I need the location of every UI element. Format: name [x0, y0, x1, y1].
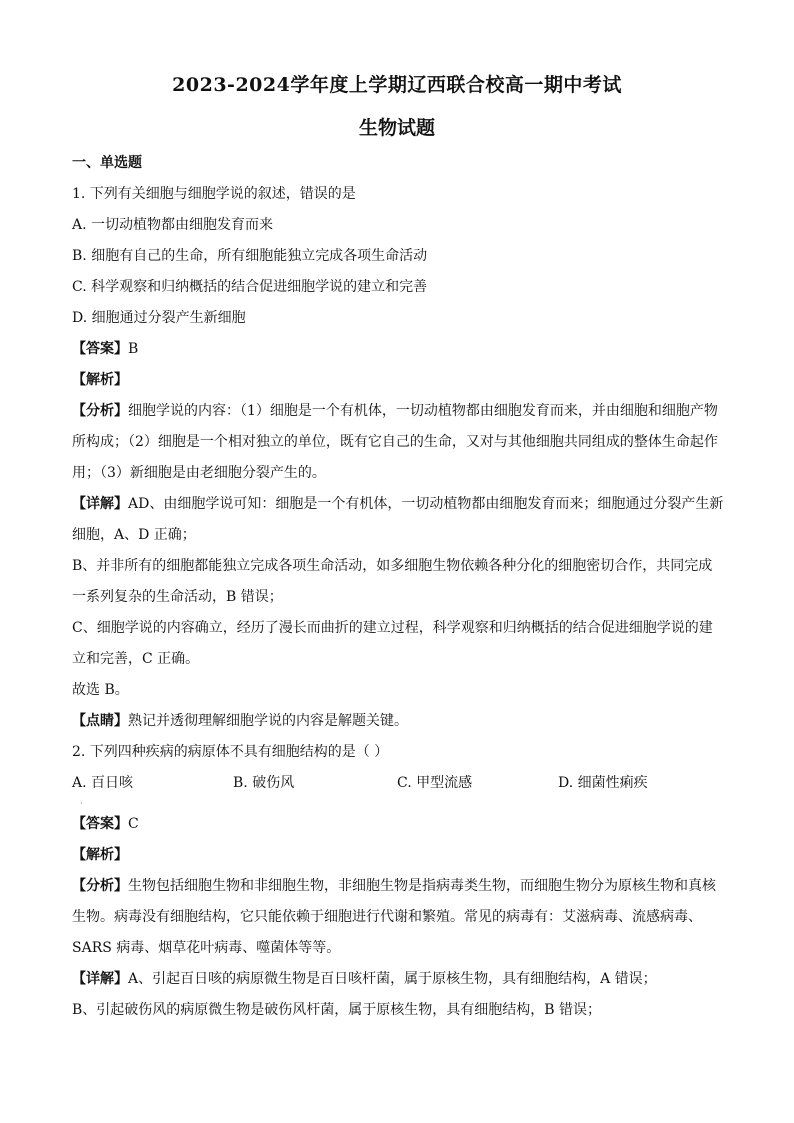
q1-fenxi [72, 396, 724, 427]
answer-value: B [128, 341, 139, 357]
stray-dot-mark: · [80, 799, 83, 808]
q1-conclusion: 故选 B。 [72, 682, 129, 698]
q1-option-d: D. 细胞通过分裂产生新细胞 [72, 310, 246, 326]
exam-title: 2023-2024学年度上学期辽西联合校高一期中考试 [172, 74, 622, 96]
q2-answer [72, 809, 724, 840]
q2-option-d: D. 细菌性痢疾 [558, 775, 648, 791]
q1-fenxi-line3: 用；（3）新细胞是由老细胞分裂产生的。 [72, 465, 326, 481]
fenxi-line: 细胞学说的内容：（1）细胞是一个有机体，一切动植物都由细胞发育而来，并由细胞和细胞产物 [128, 403, 718, 419]
xiangjie-tag: 【详解】 [72, 496, 128, 512]
q1-stem: 1. 下列有关细胞与细胞学说的叙述，错误的是 [72, 186, 356, 202]
section-heading: 一、单选题 [72, 155, 142, 171]
q1-dianjing [72, 706, 724, 737]
q1-option-b: B. 细胞有自己的生命，所有细胞能独立完成各项生命活动 [72, 248, 428, 264]
q2-xiangjie [72, 964, 724, 995]
q1-answer [72, 334, 724, 365]
fenxi-line: 生物包括细胞生物和非细胞生物，非细胞生物是指病毒类生物，而细胞生物分为原核生物和真核 [128, 878, 716, 894]
q2-option-c: C. 甲型流感 [397, 775, 473, 791]
q2-xiangjie-line2: B、引起破伤风的病原微生物是破伤风杆菌，属于原核生物，具有细胞结构，B 错误； [72, 1002, 602, 1018]
q2-option-b: B. 破伤风 [233, 775, 295, 791]
q1-xiangjie-line4: 一系列复杂的生命活动，B 错误； [72, 589, 283, 605]
q1-fenxi-line2: 所构成；（2）细胞是一个相对独立的单位，既有它自己的生命，又对与其他细胞共同组成的整体生命起作 [72, 434, 718, 450]
exam-subtitle: 生物试题 [358, 117, 435, 139]
xiangjie-line: A、引起百日咳的病原微生物是百日咳杆菌，属于原核生物，具有细胞结构，A 错误； [128, 971, 657, 987]
dianjing-tag: 【点睛】 [72, 713, 128, 729]
xiangjie-tag: 【详解】 [72, 971, 128, 987]
q1-xiangjie-line3: B、并非所有的细胞都能独立完成各项生命活动，如多细胞生物依赖各种分化的细胞密切合作，共同完成 [72, 558, 713, 574]
document-body [72, 148, 724, 1026]
xiangjie-line: AD、由细胞学说可知：细胞是一个有机体，一切动植物都由细胞发育而来；细胞通过分裂产生新 [128, 496, 724, 512]
q1-analysis-tag: 【解析】 [72, 372, 128, 388]
q2-fenxi-line3: SARS 病毒、烟草花叶病毒、噬菌体等等。 [72, 940, 341, 956]
q1-xiangjie-line6: 立和完善，C 正确。 [72, 651, 200, 667]
q1-xiangjie-line5: C、细胞学说的内容确立，经历了漫长而曲折的建立过程，科学观察和归纳概括的结合促进细胞学说的建 [72, 620, 713, 636]
q1-option-a: A. 一切动植物都由细胞发育而来 [72, 217, 274, 233]
fenxi-tag: 【分析】 [72, 403, 128, 419]
q1-option-c: C. 科学观察和归纳概括的结合促进细胞学说的建立和完善 [72, 279, 428, 295]
q1-xiangjie-line2: 细胞，A、D 正确； [72, 527, 196, 543]
q1-xiangjie [72, 489, 724, 520]
q2-fenxi-line2: 生物。病毒没有细胞结构，它只能依赖于细胞进行代谢和繁殖。常见的病毒有：艾滋病毒、流感病毒、 [72, 909, 702, 925]
q2-option-a: A. 百日咳 [72, 775, 134, 791]
fenxi-tag: 【分析】 [72, 878, 128, 894]
q2-options [72, 768, 724, 799]
answer-value: C [128, 816, 139, 832]
answer-tag: 【答案】 [72, 341, 128, 357]
q2-fenxi [72, 871, 724, 902]
dianjing-text: 熟记并透彻理解细胞学说的内容是解题关键。 [128, 713, 408, 729]
q2-analysis-tag: 【解析】 [72, 847, 128, 863]
answer-tag: 【答案】 [72, 816, 128, 832]
q2-stem: 2. 下列四种疾病的病原体不具有细胞结构的是（ ） [72, 744, 389, 760]
